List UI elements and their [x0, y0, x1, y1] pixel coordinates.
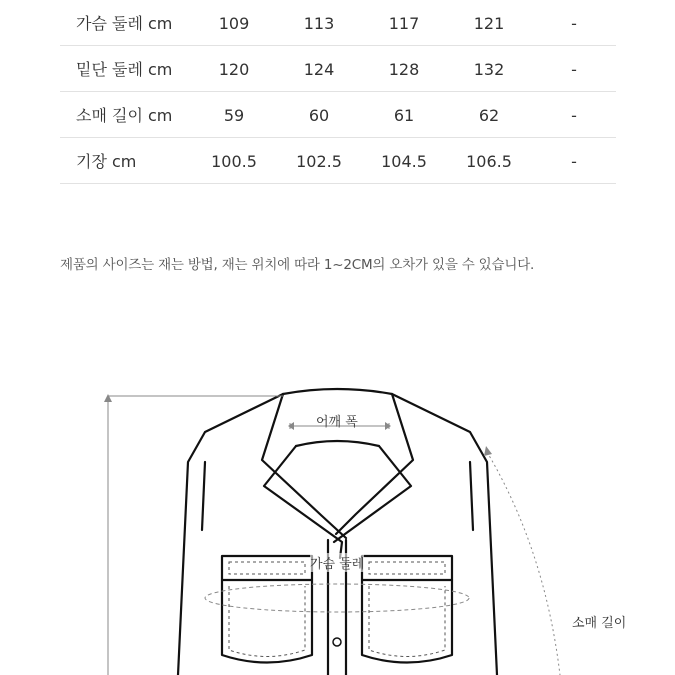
size-table: [60, 0, 616, 184]
row-label: 기장 cm: [76, 152, 137, 171]
table-cell: 132: [473, 60, 505, 79]
table-cell: -: [571, 152, 577, 171]
table-cell: 60: [308, 106, 330, 125]
row-label: 가슴 둘레 cm: [76, 14, 173, 33]
table-row: [60, 0, 616, 46]
size-note: 제품의 사이즈는 재는 방법, 재는 위치에 따라 1~2CM의 오차가 있을 수 있습니다.: [60, 257, 535, 273]
table-cell: 102.5: [296, 152, 342, 171]
jacket-diagram: [0, 380, 675, 675]
table-cell: 121: [473, 14, 505, 33]
table-cell: 109: [218, 14, 250, 33]
table-cell: 106.5: [466, 152, 512, 171]
table-cell: -: [571, 60, 577, 79]
table-cell: 124: [303, 60, 335, 79]
table-cell: 62: [478, 106, 500, 125]
table-cell: 100.5: [211, 152, 257, 171]
table-cell: 120: [218, 60, 250, 79]
table-cell: 117: [388, 14, 420, 33]
table-row: [60, 138, 616, 184]
table-cell: 104.5: [381, 152, 427, 171]
table-cell: -: [571, 106, 577, 125]
chest-label: 가슴 둘레: [310, 553, 364, 572]
table-cell: 61: [393, 106, 415, 125]
table-cell: -: [571, 14, 577, 33]
sleeve-label: 소매 길이: [572, 616, 627, 631]
table-cell: 59: [223, 106, 245, 125]
table-row: [60, 92, 616, 138]
row-label: 소매 길이 cm: [76, 106, 173, 125]
table-row: [60, 46, 616, 92]
row-label: 밑단 둘레 cm: [76, 60, 173, 79]
shoulder-label: 어깨 폭: [316, 415, 358, 430]
table-cell: 128: [388, 60, 420, 79]
table-cell: 113: [303, 14, 335, 33]
